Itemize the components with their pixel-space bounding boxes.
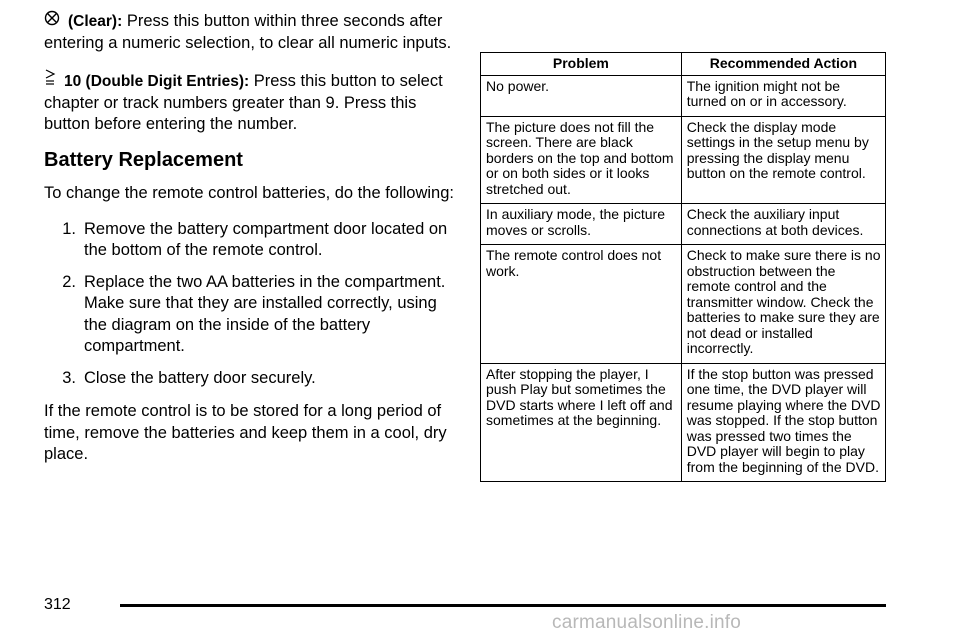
- action-cell: Check the auxiliary input connections at both devices.: [681, 204, 885, 245]
- clear-label: (Clear):: [68, 13, 123, 30]
- troubleshooting-table: [480, 52, 886, 482]
- table-row: [481, 75, 886, 116]
- clear-x-circle-icon: [44, 10, 60, 33]
- step-text: Replace the two AA batteries in the compartment. Make sure that they are installed correctly, using the diagram on the inside of the battery compartment.: [84, 272, 446, 355]
- table-row: [481, 363, 886, 482]
- list-item: [44, 368, 456, 390]
- problem-cell: In auxiliary mode, the picture moves or scrolls.: [481, 204, 682, 245]
- table-row: [481, 116, 886, 204]
- action-cell: Check to make sure there is no obstruction between the remote control and the transmitter window. Check the batteries to make sure they are not dead or installed incorrectly.: [681, 245, 885, 364]
- left-column: [44, 10, 456, 480]
- double-digit-text: Press this button to select chapter or track numbers greater than 9. Press this button before entering the number.: [44, 72, 443, 133]
- step-text: Close the battery door securely.: [84, 368, 316, 387]
- closing-text: If the remote control is to be stored for a long period of time, remove the batteries and keep them in a cool, dry place.: [44, 402, 447, 463]
- double-digit-description: [44, 68, 456, 136]
- intro-text: To change the remote control batteries, do the following:: [44, 184, 454, 202]
- watermark: carmanualsonline.info: [552, 612, 742, 633]
- problem-cell: No power.: [481, 75, 682, 116]
- problem-cell: After stopping the player, I push Play but sometimes the DVD starts where I left off and sometimes at the beginning.: [481, 363, 682, 482]
- table-header-row: [481, 53, 886, 76]
- troubleshooting-table-container: [480, 52, 886, 482]
- steps-list: [44, 219, 456, 390]
- action-cell: Check the display mode settings in the setup menu by pressing the display menu button on the remote control.: [681, 116, 885, 204]
- step-number: 2.: [62, 272, 76, 291]
- action-cell: If the stop button was pressed one time, the DVD player will resume playing where the DVD was stopped. If the stop button was pressed two times the DVD player will begin to play from the beginning of the DVD.: [681, 363, 885, 482]
- step-text: Remove the battery compartment door located on the bottom of the remote control.: [84, 219, 448, 259]
- greater-equal-icon: [44, 68, 56, 93]
- problem-cell: The picture does not fill the screen. There are black borders on the top and bottom or on both sides or it looks stretched out.: [481, 116, 682, 204]
- footer-rule: [120, 604, 886, 607]
- page-number: 312: [44, 596, 71, 613]
- problem-cell: The remote control does not work.: [481, 245, 682, 364]
- double-digit-label: 10 (Double Digit Entries):: [64, 73, 250, 90]
- column-header-problem: Problem: [481, 53, 682, 76]
- step-number: 3.: [62, 368, 76, 387]
- list-item: [44, 272, 456, 358]
- step-number: 1.: [62, 219, 76, 238]
- list-item: [44, 219, 456, 262]
- section-heading: Battery Replacement: [44, 148, 243, 171]
- table-row: [481, 245, 886, 364]
- table-row: [481, 204, 886, 245]
- action-cell: The ignition might not be turned on or in accessory.: [681, 75, 885, 116]
- clear-button-description: [44, 10, 456, 54]
- clear-text: Press this button within three seconds after entering a numeric selection, to clear all numeric inputs.: [44, 12, 452, 52]
- column-header-action: Recommended Action: [681, 53, 885, 76]
